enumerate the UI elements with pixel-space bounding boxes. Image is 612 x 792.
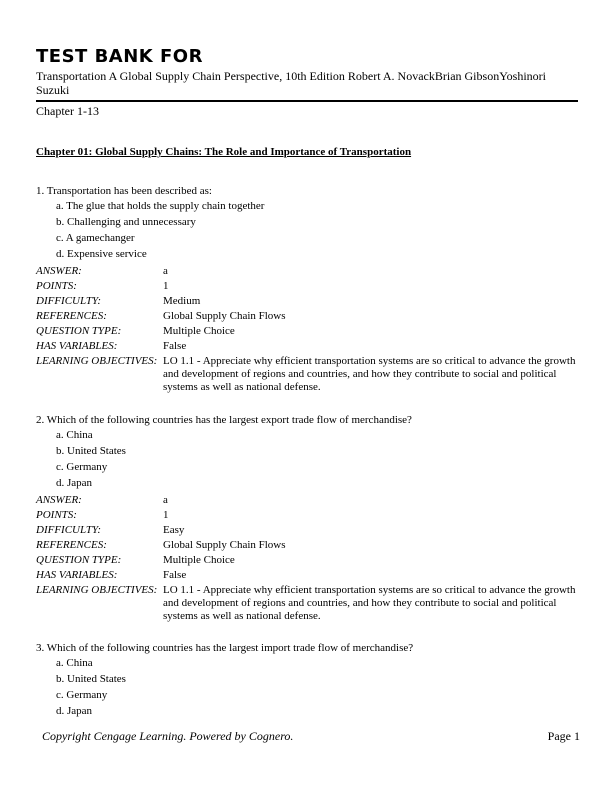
points-row bbox=[36, 509, 581, 522]
answer-option: c. Germany bbox=[56, 461, 108, 473]
has-variables-row bbox=[36, 569, 581, 582]
question-type-label: QUESTION TYPE: bbox=[36, 554, 122, 566]
has-variables-label: HAS VARIABLES: bbox=[36, 340, 118, 352]
learning-objectives-row bbox=[36, 355, 581, 394]
question-stem: 1. Transportation has been described as: bbox=[36, 185, 212, 197]
question-type-label: QUESTION TYPE: bbox=[36, 325, 122, 337]
page-number: Page 1 bbox=[547, 729, 580, 743]
references-row bbox=[36, 310, 581, 323]
references-value: Global Supply Chain Flows bbox=[163, 539, 286, 551]
learning-objectives-value: LO 1.1 - Appreciate why efficient transportation systems are so critical to advance the growth and development of regions and countries, and how they contribute to social and political systems as well as national defense. bbox=[163, 584, 576, 622]
points-value: 1 bbox=[163, 509, 169, 521]
answer-label: ANSWER: bbox=[36, 494, 82, 506]
question-stem: 2. Which of the following countries has the largest export trade flow of merchandise? bbox=[36, 414, 412, 426]
has-variables-row bbox=[36, 340, 581, 353]
answer-option: d. Expensive service bbox=[56, 248, 147, 260]
difficulty-label: DIFFICULTY: bbox=[36, 295, 102, 307]
answer-option: d. Japan bbox=[56, 705, 93, 717]
has-variables-value: False bbox=[163, 340, 187, 352]
has-variables-label: HAS VARIABLES: bbox=[36, 569, 118, 581]
learning-objectives-row bbox=[36, 584, 581, 623]
answer-label: ANSWER: bbox=[36, 265, 82, 277]
difficulty-value: Medium bbox=[163, 295, 201, 307]
answer-option: a. China bbox=[56, 657, 93, 669]
chapter-title: Chapter 01: Global Supply Chains: The Role and Importance of Transportation bbox=[36, 146, 412, 158]
question-stem: 3. Which of the following countries has the largest import trade flow of merchandise? bbox=[36, 642, 414, 654]
references-value: Global Supply Chain Flows bbox=[163, 310, 286, 322]
learning-objectives-label: LEARNING OBJECTIVES: bbox=[36, 584, 158, 596]
question-type-row bbox=[36, 554, 581, 567]
difficulty-row bbox=[36, 295, 581, 308]
question-1 bbox=[36, 184, 581, 394]
header-divider bbox=[36, 100, 578, 102]
answer-option: a. China bbox=[56, 429, 93, 441]
answer-option: b. United States bbox=[56, 673, 126, 685]
question-type-row bbox=[36, 325, 581, 338]
has-variables-value: False bbox=[163, 569, 187, 581]
question-type-value: Multiple Choice bbox=[163, 325, 235, 337]
difficulty-value: Easy bbox=[163, 524, 185, 536]
question-3 bbox=[36, 641, 581, 720]
footer-copyright: Copyright Cengage Learning. Powered by Cognero. bbox=[42, 729, 294, 743]
points-label: POINTS: bbox=[36, 280, 77, 292]
answer-option: b. United States bbox=[56, 445, 126, 457]
learning-objectives-label: LEARNING OBJECTIVES: bbox=[36, 355, 158, 367]
answer-value: a bbox=[163, 494, 168, 506]
answer-option: b. Challenging and unnecessary bbox=[56, 216, 196, 228]
answer-option: c. A gamechanger bbox=[56, 232, 135, 244]
references-label: REFERENCES: bbox=[36, 310, 107, 322]
answer-row bbox=[36, 265, 581, 278]
answer-option: a. The glue that holds the supply chain together bbox=[56, 200, 265, 212]
points-row bbox=[36, 280, 581, 293]
answer-option: d. Japan bbox=[56, 477, 93, 489]
answer-value: a bbox=[163, 265, 168, 277]
points-value: 1 bbox=[163, 280, 169, 292]
references-row bbox=[36, 539, 581, 552]
learning-objectives-value: LO 1.1 - Appreciate why efficient transportation systems are so critical to advance the growth and development of regions and countries, and how they contribute to social and political systems as well as national defense. bbox=[163, 355, 576, 393]
book-title: Transportation A Global Supply Chain Perspective, 10th Edition Robert A. NovackBrian GibsonYoshinori Suzuki bbox=[36, 69, 546, 97]
points-label: POINTS: bbox=[36, 509, 77, 521]
answer-row bbox=[36, 494, 581, 507]
difficulty-label: DIFFICULTY: bbox=[36, 524, 102, 536]
references-label: REFERENCES: bbox=[36, 539, 107, 551]
chapter-range: Chapter 1-13 bbox=[36, 104, 99, 118]
question-2 bbox=[36, 413, 581, 623]
question-type-value: Multiple Choice bbox=[163, 554, 235, 566]
answer-option: c. Germany bbox=[56, 689, 108, 701]
test-bank-banner: TEST BANK FOR bbox=[36, 46, 203, 67]
difficulty-row bbox=[36, 524, 581, 537]
